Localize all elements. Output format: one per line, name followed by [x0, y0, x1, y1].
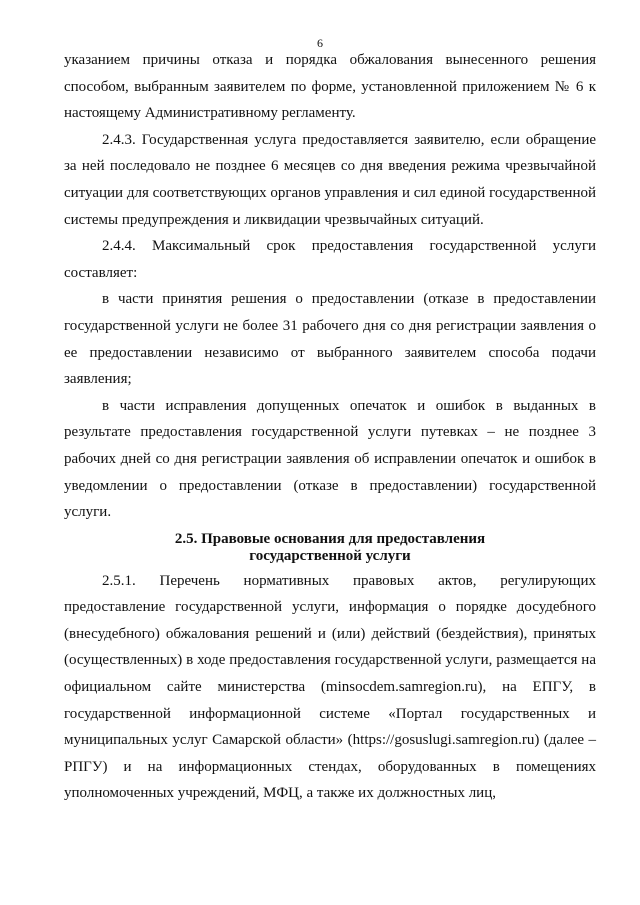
section-heading-line-2: государственной услуги — [249, 547, 411, 564]
document-body — [64, 47, 596, 807]
page-number: 6 — [317, 36, 323, 50]
paragraph-2-4-4: 2.4.4. Максимальный срок предоставления государственной услуги составляет: — [64, 238, 596, 281]
paragraph-correction-term: в части исправления допущенных опечаток и ошибок в выданных в результате предоставления государственной услуги путевках – не позднее 3 рабочих дней со дня регистрации заявления об исправлении опечаток и ошибок в уведомлении о предоставлении (отказе в предоставлении) государственной услуги. — [64, 397, 596, 521]
section-heading-line-1: 2.5. Правовые основания для предоставления — [174, 530, 486, 547]
section-heading-2-5 — [64, 531, 596, 565]
paragraph-2-4-3: 2.4.3. Государственная услуга предоставляется заявителю, если обращение за ней последовало не позднее 6 месяцев со дня введения режима чрезвычайной ситуации для соответствующих органов управления и сил единой государственной системы предупреждения и ликвидации чрезвычайных ситуаций. — [64, 131, 596, 228]
paragraph-decision-term: в части принятия решения о предоставлении (отказе в предоставлении государственной услуги не более 31 рабочего дня со дня регистрации заявления о ее предоставлении независимо от выбранного заявителем способа подачи заявления; — [64, 291, 596, 388]
paragraph-continuation: указанием причины отказа и порядка обжалования вынесенного решения способом, выбранным заявителем по форме, установленной приложением № 6 к настоящему Административному регламенту. — [64, 52, 596, 122]
paragraph-2-5-1: 2.5.1. Перечень нормативных правовых актов, регулирующих предоставление государственной услуги, информация о порядке досудебного (внесудебного) обжалования решений и (или) действий (бездействия), принятых (осуществленных) в ходе предоставления государственной услуги, размещается на официальном сайте министерства (minsocdem.samregion.ru), на ЕПГУ, в государственной информационной системе «Портал государственных и муниципальных услуг Самарской области» (https://gosuslugi.samregion.ru) (далее – РПГУ) и на информационных стендах, оборудованных в помещениях уполномоченных учреждений, МФЦ, а также их должностных лиц, — [64, 572, 596, 802]
